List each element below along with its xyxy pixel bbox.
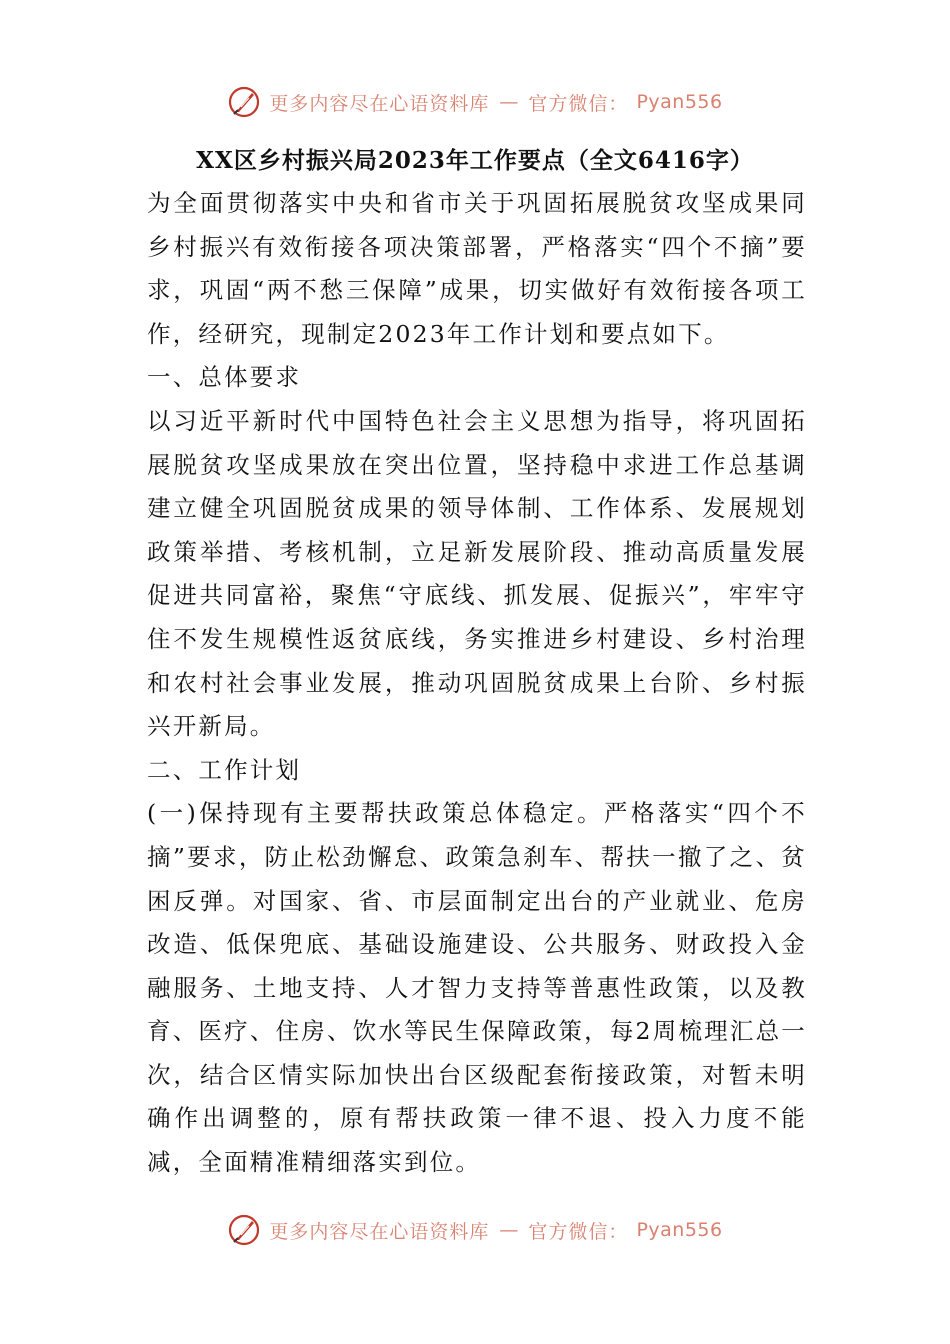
watermark-separator: — [499,1219,519,1241]
watermark-text: 更多内容尽在心语资料库 [269,92,490,115]
plan-item-1: (一)保持现有主要帮扶政策总体稳定。严格落实“四个不摘”要求，防止松劲懈怠、政策急刹车、帮扶一撤了之、贫困反弹。对国家、省、市层面制定出台的产业就业、危房改造、低保兜底、基础设施建设、公共服务、财政投入金融服务、土地支持、人才智力支持等普惠性政策，以及教育、医疗、住房、饮水等民生保障政策，每2周梳理汇总一次，结合区情实际加快出台区级配套衔接政策，对暂未明确作出调整的，原有帮扶政策一律不退、投入力度不能减，全面精准精细落实到位。 [147,799,807,1177]
watermark-separator: — [499,91,519,113]
watermark-banner-top [0,80,950,124]
intro-paragraph: 为全面贯彻落实中央和省市关于巩固拓展脱贫攻坚成果同乡村振兴有效衔接各项决策部署，严格落实“四个不摘”要求，巩固“两不愁三保障”成果，切实做好有效衔接各项工作，经研究，现制定2023年工作计划和要点如下。 [147,189,807,348]
watermark-official: 官方微信： [528,1220,629,1243]
watermark-handle: Pyan556 [636,91,723,113]
quill-logo-icon [227,85,261,119]
document-title: XX区乡村振兴局2023年工作要点（全文6416字） [196,147,754,174]
watermark-handle: Pyan556 [636,1219,723,1241]
section-heading-overall: 一、总体要求 [147,363,302,392]
watermark-text: 更多内容尽在心语资料库 [269,1220,490,1243]
section-body-overall: 以习近平新时代中国特色社会主义思想为指导，将巩固拓展脱贫攻坚成果放在突出位置，坚持稳中求进工作总基调建立健全巩固脱贫成果的领导体制、工作体系、发展规划政策举措、考核机制，立足新发展阶段、推动高质量发展促进共同富裕，聚焦“守底线、抓发展、促振兴”，牢牢守住不发生规模性返贫底线，务实推进乡村建设、乡村治理和农村社会事业发展，推动巩固脱贫成果上台阶、乡村振兴开新局。 [147,406,807,741]
section-heading-plan: 二、工作计划 [147,755,302,784]
document-body [147,182,807,1185]
watermark-official: 官方微信： [528,92,629,115]
quill-logo-icon [227,1213,261,1247]
watermark-banner-bottom [0,1208,950,1252]
